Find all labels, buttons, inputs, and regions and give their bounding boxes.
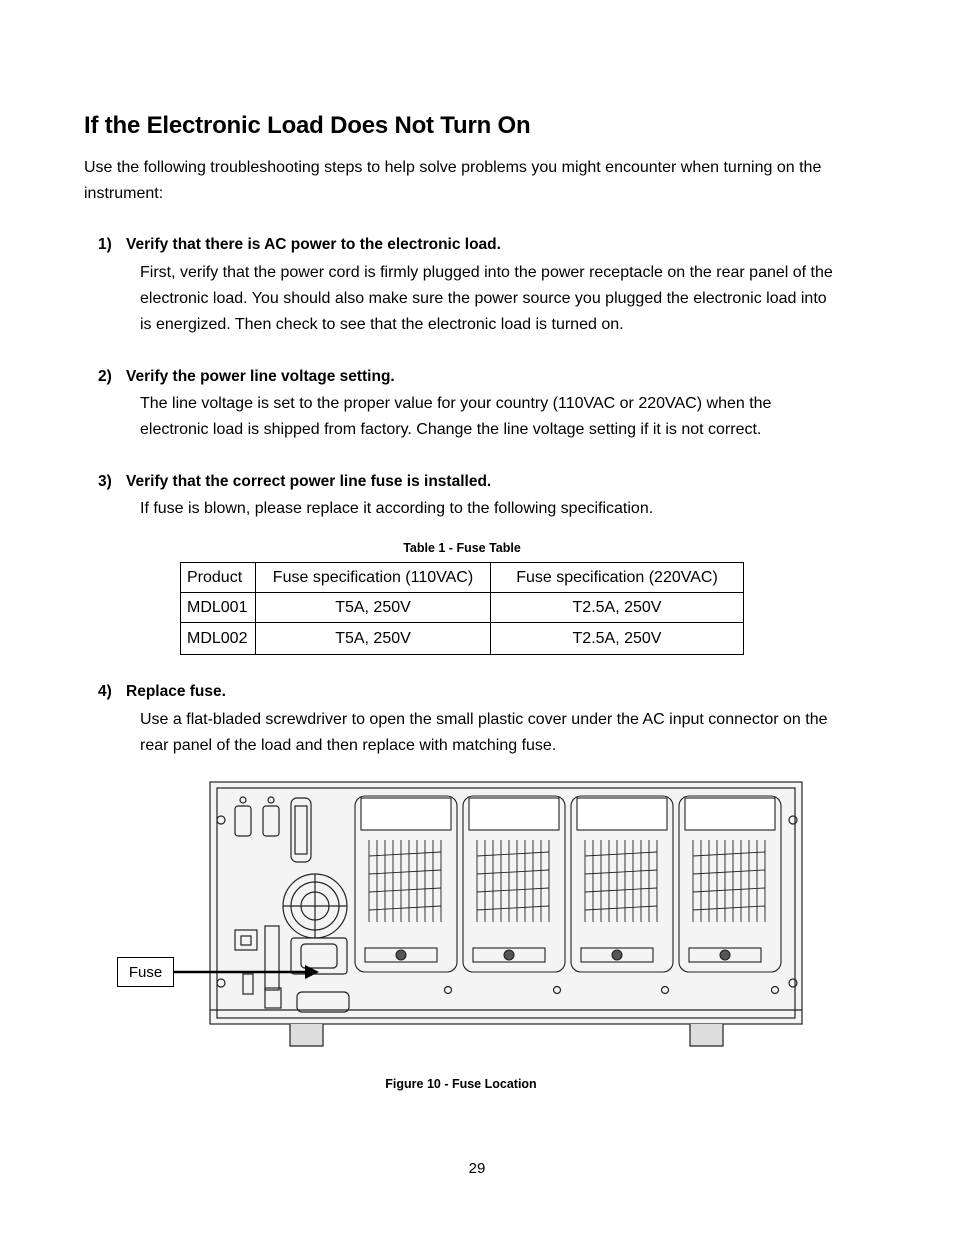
table-header-cell: Fuse specification (220VAC) (491, 563, 744, 593)
step-2-body: The line voltage is set to the proper value for your country (110VAC or 220VAC) when the electronic load is shipped from factory. Change the line voltage setting if it is not correct. (140, 395, 772, 438)
fuse-arrow-icon (174, 962, 320, 982)
step-3-body: If fuse is blown, please replace it according to the following specification. (140, 500, 654, 517)
table-row (181, 593, 744, 623)
step-1-title: Verify that there is AC power to the electronic load. (126, 236, 501, 253)
table-header-row (181, 563, 744, 593)
step-2-title: Verify the power line voltage setting. (126, 368, 395, 385)
table-header-cell: Product (181, 563, 256, 593)
table-header-cell: Fuse specification (110VAC) (256, 563, 491, 593)
step-1-heading (98, 236, 501, 254)
step-1-body: First, verify that the power cord is firmly plugged into the power receptacle on the rear panel of the electronic load. You should also make sure the power source you plugged the electronic load into is energized. Then check to see that the electronic load is turned on. (140, 264, 833, 333)
table-row (181, 623, 744, 655)
table-cell: T2.5A, 250V (491, 593, 744, 623)
step-3-title: Verify that the correct power line fuse is installed. (126, 473, 492, 490)
fuse-table (180, 562, 744, 655)
intro-paragraph: Use the following troubleshooting steps to help solve problems you might encounter when turning on the instrument: (84, 159, 822, 202)
step-1-number: 1) (98, 236, 112, 253)
page-number: 29 (468, 1160, 486, 1177)
table-cell: T5A, 250V (256, 623, 491, 655)
step-2-number: 2) (98, 368, 112, 385)
step-3-number: 3) (98, 473, 112, 490)
page-title: If the Electronic Load Does Not Turn On (84, 112, 531, 139)
table-cell: T2.5A, 250V (491, 623, 744, 655)
figure-caption: Figure 10 - Fuse Location (385, 1077, 537, 1091)
table-cell: MDL002 (181, 623, 256, 655)
fuse-callout-label: Fuse (117, 957, 174, 987)
step-4-body: Use a flat-bladed screwdriver to open the small plastic cover under the AC input connector on the rear panel of the load and then replace with matching fuse. (140, 711, 828, 754)
step-4-title: Replace fuse. (126, 683, 226, 700)
step-2-heading (98, 368, 395, 386)
step-3-heading (98, 473, 491, 491)
step-4-heading (98, 683, 226, 701)
table-cell: MDL001 (181, 593, 256, 623)
step-4-number: 4) (98, 683, 112, 700)
rear-panel-figure (205, 778, 810, 1053)
table-cell: T5A, 250V (256, 593, 491, 623)
table-caption: Table 1 - Fuse Table (403, 541, 521, 555)
